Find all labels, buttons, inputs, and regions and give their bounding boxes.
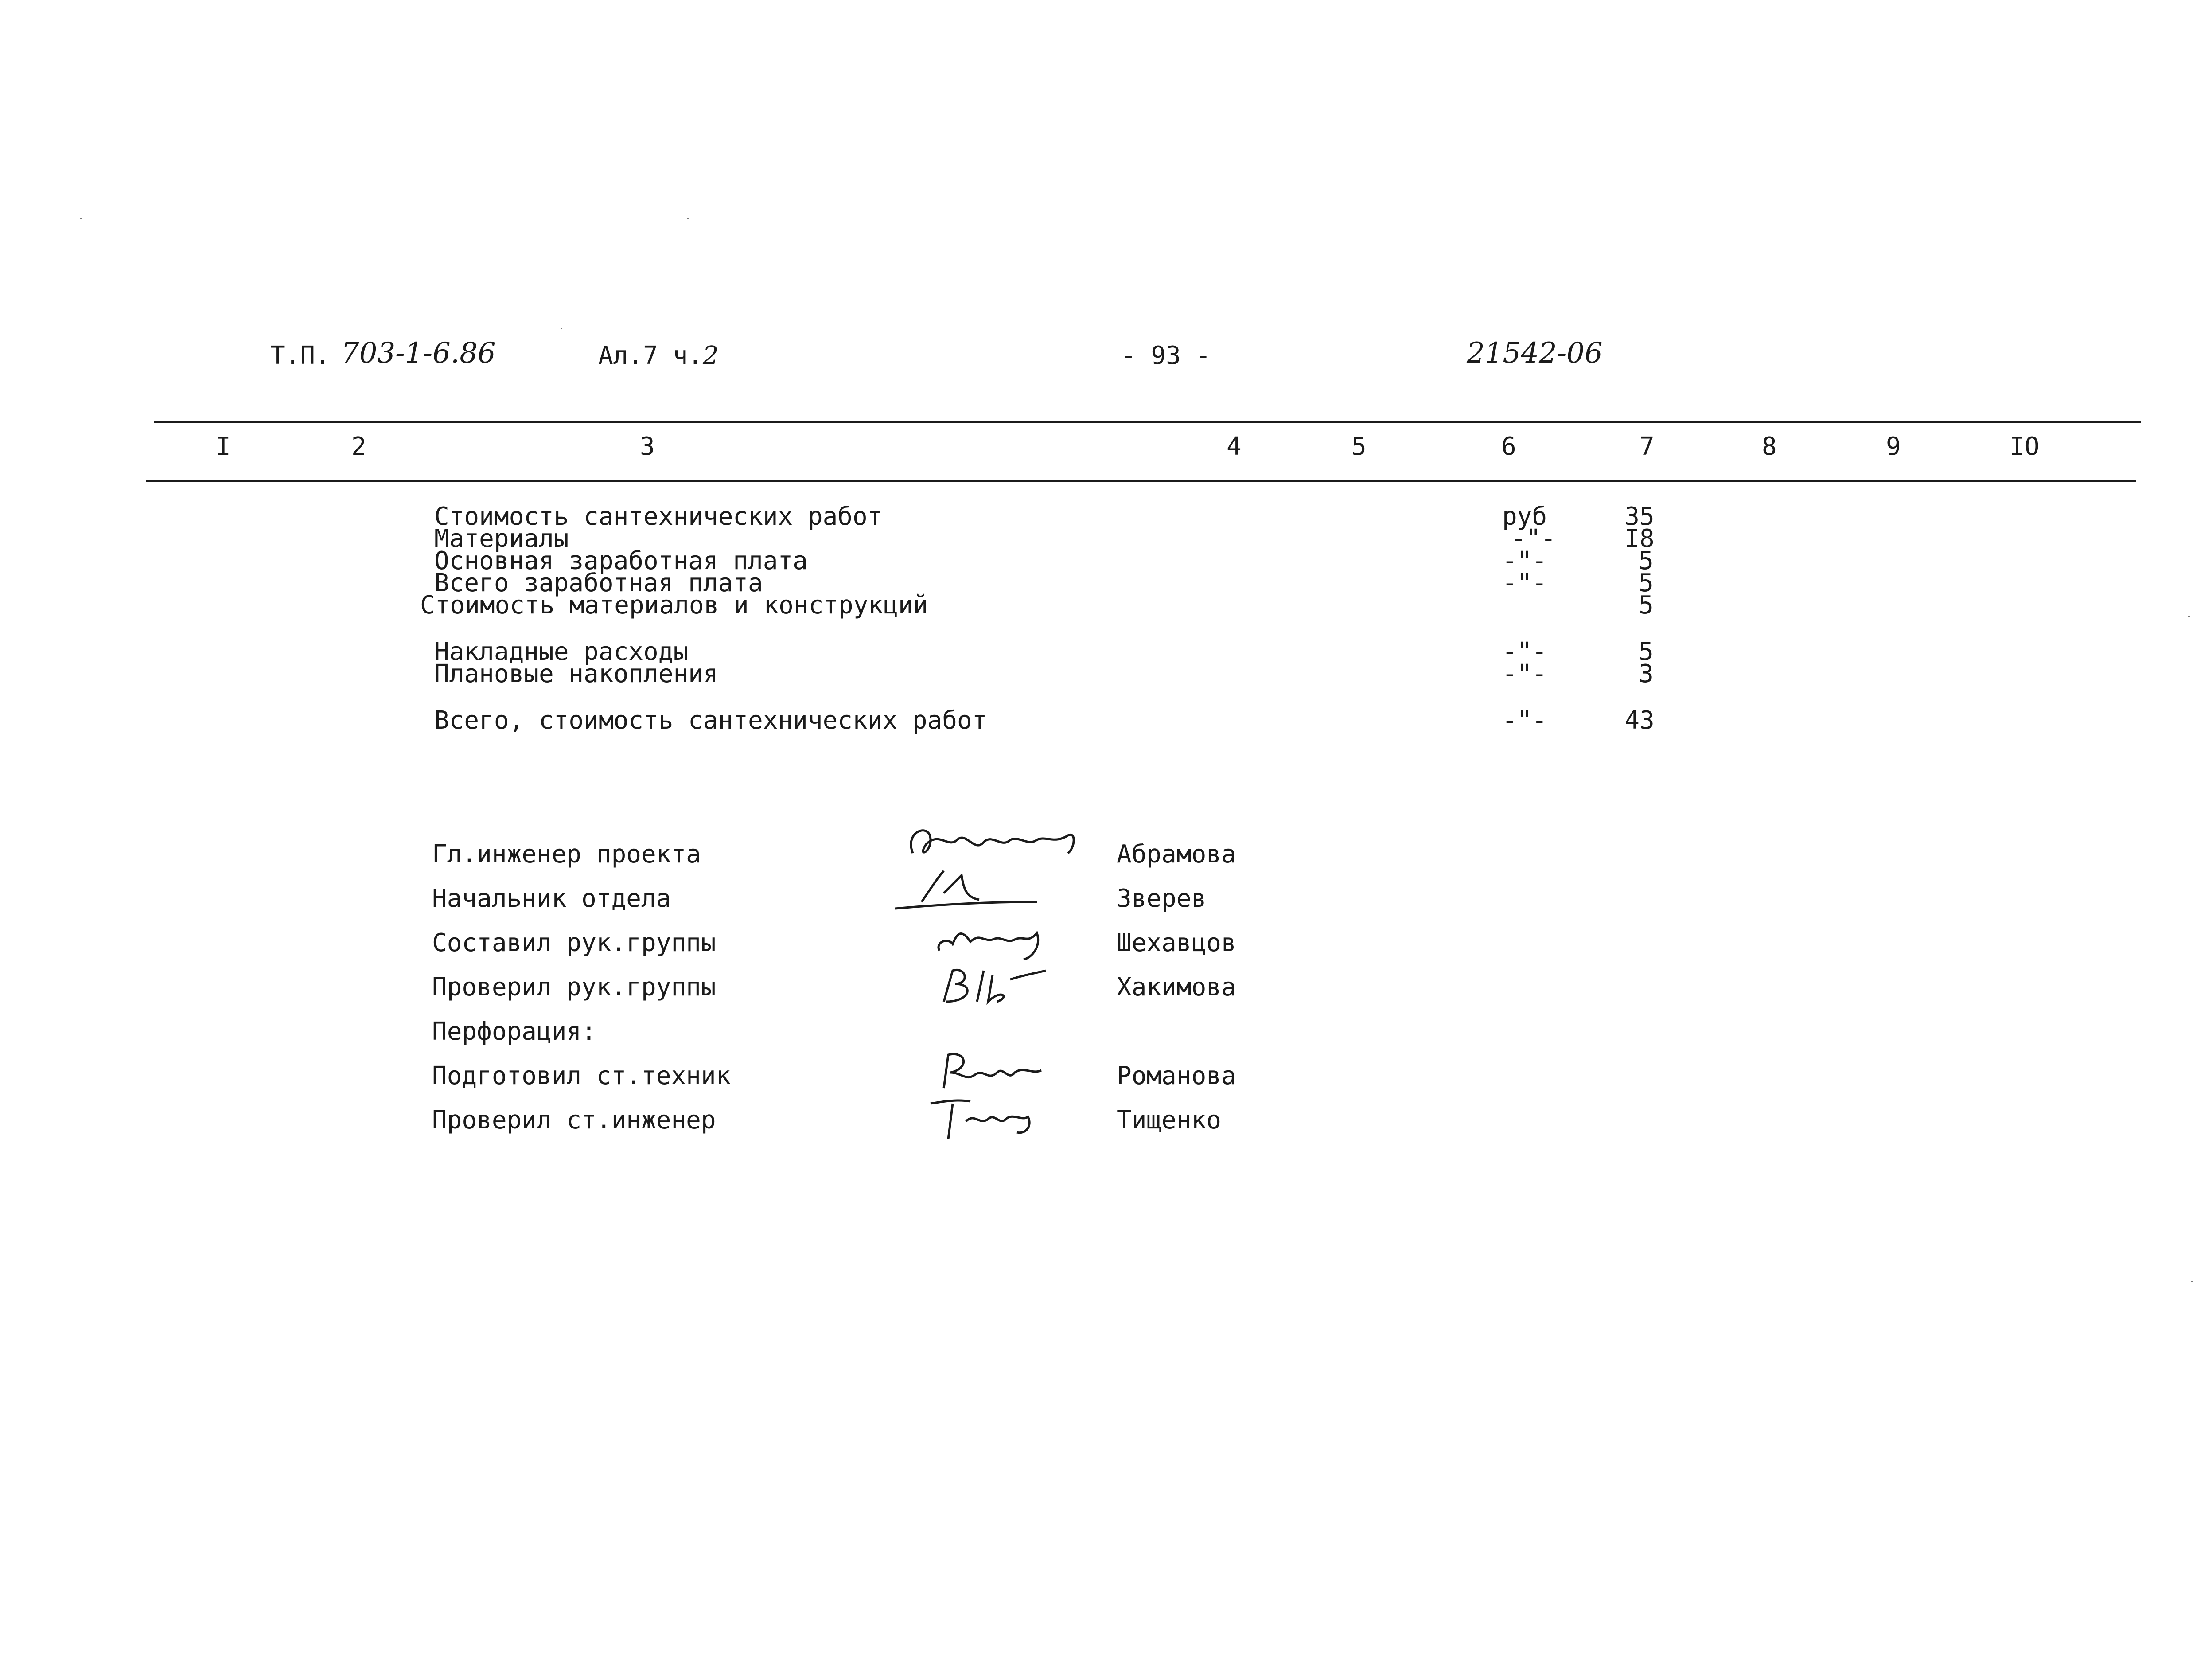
scan-speck [687,218,689,219]
row-unit: -"- [1511,524,1556,553]
column-number-3: 3 [640,432,655,461]
row-unit: -"- [1502,706,1547,735]
column-number-9: 9 [1886,432,1901,461]
signature-role: Гл.инженер проекта [432,840,701,869]
album-label [598,341,719,370]
column-number-4: 4 [1227,432,1242,461]
row-value: 5 [1639,591,1654,620]
row-value: 5 [1639,637,1654,666]
row-label: Основная заработная плата [434,546,808,575]
row-unit: -"- [1502,659,1547,688]
column-number-10: IO [2009,432,2040,461]
row-label: Материалы [434,524,569,553]
signature-name: Шехавцов [1117,929,1236,957]
scan-speck [2188,616,2190,617]
row-value: 3 [1639,659,1654,688]
row-label: Стоимость сантехнических работ [434,502,883,531]
column-number-5: 5 [1351,432,1367,461]
signature-role: Проверил рук.группы [432,973,716,1002]
row-unit: -"- [1502,637,1547,666]
document-code: 21542-06 [1467,337,1603,370]
signature-mark-3 [931,915,1055,964]
album-text: Ал.7 ч. [598,341,703,370]
row-unit: -"- [1502,546,1547,575]
row-value: I8 [1624,524,1655,553]
row-label: Всего заработная плата [434,569,763,597]
signature-mark-1 [900,822,1086,871]
signature-name: Абрамова [1117,840,1236,869]
signature-role: Перфорация: [432,1017,596,1046]
column-number-7: 7 [1640,432,1655,461]
row-value: 5 [1639,569,1654,597]
column-number-2: 2 [351,432,366,461]
row-value: 5 [1639,546,1654,575]
signature-name: Тищенко [1117,1106,1222,1135]
signature-mark-6 [926,1090,1041,1143]
row-label: Накладные расходы [434,637,689,666]
row-label: Плановые накопления [434,659,718,688]
column-number-6: 6 [1501,432,1516,461]
tp-label: Т.П. [270,341,330,370]
table-top-rule [154,421,2141,423]
page-number: - 93 - [1121,341,1211,370]
column-number-8: 8 [1762,432,1777,461]
signature-role: Подготовил ст.техник [432,1061,731,1090]
row-value: 35 [1624,502,1655,531]
scan-speck [561,328,562,329]
row-label: Всего, стоимость сантехнических работ [434,706,987,735]
row-unit: руб [1502,502,1547,531]
signature-name: Хакимова [1117,973,1236,1002]
row-value: 43 [1624,706,1655,735]
signature-mark-4 [935,957,1050,1011]
row-label: Стоимость материалов и конструкций [420,591,928,620]
signature-name: Зверев [1117,884,1207,913]
scan-speck [80,218,82,219]
signature-role: Составил рук.группы [432,929,716,957]
column-number-1: I [216,432,231,461]
tp-number: 703-1-6.86 [341,337,496,370]
signature-mark-5 [931,1046,1055,1095]
scan-speck [2191,1281,2193,1282]
signature-role: Проверил ст.инженер [432,1106,716,1135]
signature-role: Начальник отдела [432,884,671,913]
signature-mark-2 [891,866,1041,915]
signature-name: Романова [1117,1061,1236,1090]
row-unit: -"- [1502,569,1547,597]
table-header-bottom-rule [146,480,2136,482]
album-part: 2 [703,341,719,370]
